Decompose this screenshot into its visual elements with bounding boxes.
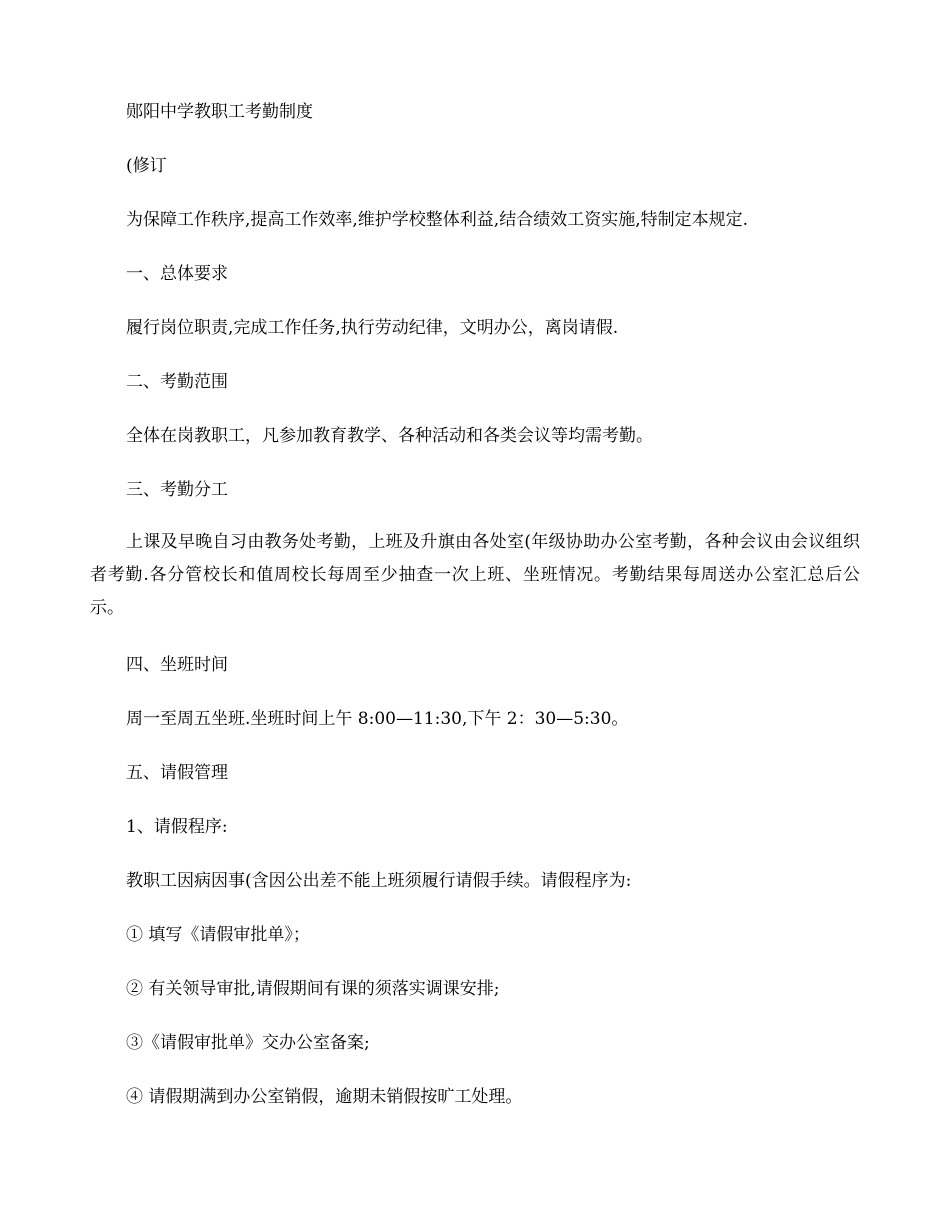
section-heading: 五、请假管理 <box>126 763 228 783</box>
section-heading: 四、坐班时间 <box>126 655 228 675</box>
list-item: ③《请假审批单》交办公室备案; <box>126 1033 370 1053</box>
document-subtitle: (修订 <box>126 156 167 176</box>
section-body: 全体在岗教职工，凡参加教育教学、各种活动和各类会议等均需考勤。 <box>126 426 653 446</box>
section-heading: 三、考勤分工 <box>126 480 228 500</box>
section-body: 履行岗位职责,完成工作任务,执行劳动纪律，文明办公，离岗请假. <box>126 318 619 338</box>
subsection-heading: 1、请假程序: <box>126 817 228 837</box>
subsection-body: 教职工因病因事(含因公出差不能上班须履行请假手续。请假程序为: <box>126 871 632 891</box>
intro-paragraph: 为保障工作秩序,提高工作效率,维护学校整体利益,结合绩效工资实施,特制定本规定. <box>126 210 749 230</box>
document-title: 郧阳中学教职工考勤制度 <box>126 102 313 122</box>
section-heading: 一、总体要求 <box>126 264 228 284</box>
section-heading: 二、考勤范围 <box>126 372 228 392</box>
list-item: ② 有关领导审批,请假期间有课的须落实调课安排; <box>126 979 500 999</box>
list-item: ① 填写《请假审批单》； <box>126 925 310 945</box>
list-item: ④ 请假期满到办公室销假，逾期未销假按旷工处理。 <box>126 1087 523 1107</box>
section-body: 周一至周五坐班.坐班时间上午 8:00—11:30,下午 2：30—5:30。 <box>126 709 629 729</box>
section-body: 上课及早晚自习由教务处考勤，上班及升旗由各处室(年级协助办公室考勤，各种会议由会议组织者考勤.各分管校长和值周校长每周至少抽查一次上班、坐班情况。考勤结果每周送办公室汇总后公示。 <box>90 532 860 618</box>
